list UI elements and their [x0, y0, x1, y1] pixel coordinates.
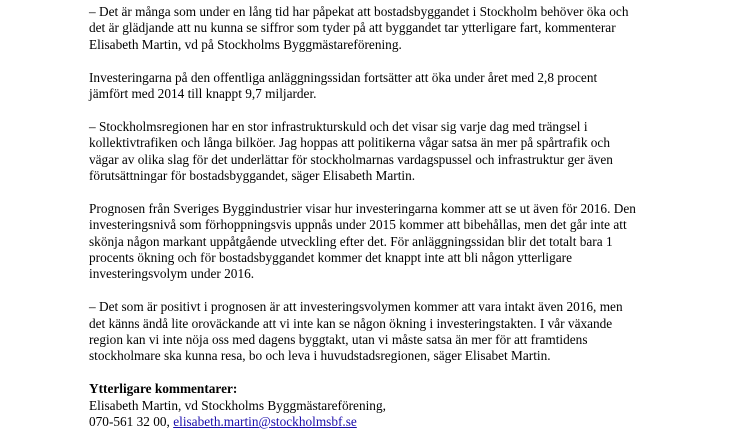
text-line: Elisabeth Martin, vd på Stockholms Byggmästareförening. — [89, 36, 402, 52]
text-line: skönja någon markant uppåtgående utveckling efter det. För anläggningssidan blir det totalt bara 1 — [89, 233, 613, 249]
contact-phone: 070-561 32 00, — [89, 414, 174, 430]
paragraph-quote-2 — [89, 119, 739, 185]
contact-block — [89, 381, 739, 430]
text-line: förutsättningar för bostadsbyggandet, säger Elisabeth Martin. — [89, 168, 416, 184]
text-line: region kan vi inte nöja oss med dagens byggtakt, utan vi måste satsa än mer för att framtidens — [89, 332, 588, 348]
paragraph-investments — [89, 70, 739, 103]
text-line: det känns ändå lite oroväckande att vi inte kan se någon ökning i investeringstakten. I vår växande — [89, 315, 613, 331]
paragraph-quote-3 — [89, 299, 739, 365]
text-line: vägar av olika slag för det underlättar för stockholmarnas vardagspussel och infrastruktur ger även — [89, 151, 613, 167]
text-line: Investeringarna på den offentliga anläggningssidan fortsätter att öka under året med 2,8 procent — [89, 69, 598, 85]
text-line: – Det är många som under en lång tid har påpekat att bostadsbyggandet i Stockholm behöver öka och — [89, 4, 629, 19]
text-line: Prognosen från Sveriges Byggindustrier visar hur investeringarna kommer att se ut även för 2016. Den — [89, 200, 636, 216]
text-line: stockholmare ska kunna resa, bo och leva i huvudstadsregionen, säger Elisabet Martin. — [89, 348, 551, 364]
document-page — [89, 4, 739, 447]
paragraph-forecast — [89, 201, 739, 283]
contact-phone-line — [89, 414, 739, 430]
text-line: procents ökning och för bostadsbyggandet kommer det knappt inte att bli någon ytterligare — [89, 250, 572, 266]
contact-name-line: Elisabeth Martin, vd Stockholms Byggmästareförening, — [89, 397, 386, 413]
text-line: investeringsnivå som förhoppningsvis uppnås under 2015 kommer att bibehållas, men det går inte att — [89, 217, 627, 233]
contact-email-link[interactable]: elisabeth.martin@stockholmsbf.se — [173, 414, 357, 430]
text-line: investeringsvolym under 2016. — [89, 266, 255, 282]
contact-heading: Ytterligare kommentarer: — [89, 381, 238, 397]
text-line: det är glädjande att nu kunna se siffror som tyder på att byggandet tar ytterligare fart, kommenterar — [89, 20, 616, 36]
text-line: kollektivtrafiken och långa bilköer. Jag hoppas att politikerna vågar satsa än mer på spårtrafik och — [89, 135, 610, 151]
text-line: – Stockholmsregionen har en stor infrastrukturskuld och det visar sig varje dag med trängsel i — [89, 118, 588, 134]
text-line: jämfört med 2014 till knappt 9,7 miljarder. — [89, 86, 317, 102]
paragraph-quote-1 — [89, 4, 739, 53]
text-line: – Det som är positivt i prognosen är att investeringsvolymen kommer att vara intakt även 2016, men — [89, 299, 623, 315]
